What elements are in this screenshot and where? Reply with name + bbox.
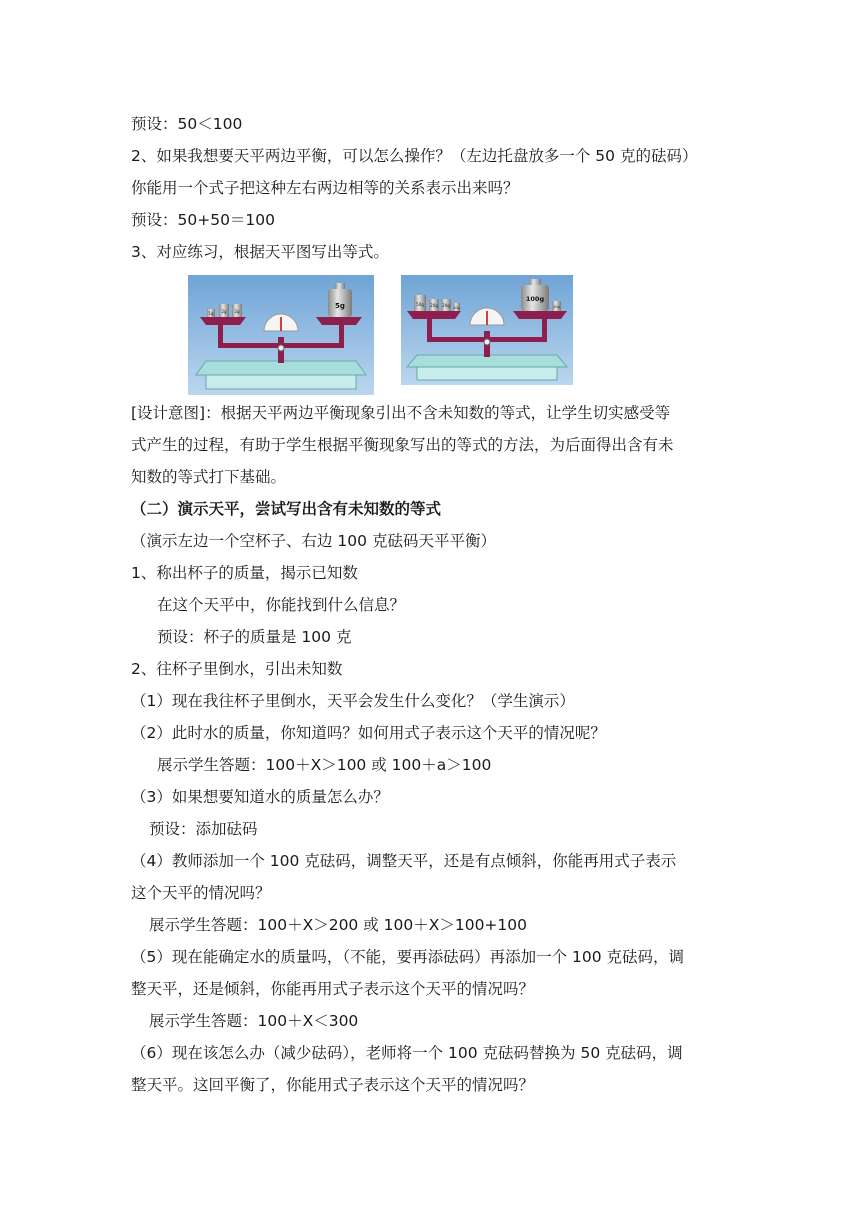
text-line: 预设：杯子的质量是 100 克 xyxy=(157,628,352,646)
text-line: （5）现在能确定水的质量吗，（不能，要再添砝码）再添加一个 100 克砝码，调 xyxy=(131,948,685,966)
weight-label: 10g xyxy=(453,306,460,310)
text-line: 展示学生答题：100＋X＞100 或 100＋a＞100 xyxy=(157,756,492,774)
text-line: 这个天平的情况吗？ xyxy=(131,884,271,902)
text-line: 3、对应练习，根据天平图写出等式。 xyxy=(131,243,389,261)
text-line: 1、称出杯子的质量，揭示已知数 xyxy=(131,564,358,582)
weight-label: 2g xyxy=(221,309,227,314)
text-line: 展示学生答题：100＋X＜300 xyxy=(149,1012,359,1030)
text-line: 整天平。这回平衡了，你能用式子表示这个天平的情况吗？ xyxy=(131,1076,535,1094)
text-line: 你能用一个式子把这种左右两边相等的关系表示出来吗？ xyxy=(131,179,519,197)
weight-label: 1g xyxy=(208,311,214,316)
text-line: 预设：50+50＝100 xyxy=(131,211,276,229)
weight-label: 100g xyxy=(525,295,545,303)
text-line: 知数的等式打下基础。 xyxy=(131,468,287,486)
text-line: 2、往杯子里倒水，引出未知数 xyxy=(131,660,343,678)
text-line: （3）如果想要知道水的质量怎么办？ xyxy=(131,788,389,806)
balance-scale-figure-1 xyxy=(188,275,374,395)
text-line: （演示左边一个空杯子、右边 100 克砝码天平平衡） xyxy=(131,532,496,550)
text-line: （4）教师添加一个 100 克砝码，调整天平，还是有点倾斜，你能再用式子表示 xyxy=(131,852,677,870)
section-heading: （二）演示天平，尝试写出含有未知数的等式 xyxy=(131,500,442,518)
text-line: 式产生的过程，有助于学生根据平衡现象写出的等式的方法，为后面得出含有未 xyxy=(131,436,674,454)
text-line: 在这个天平中，你能找到什么信息？ xyxy=(157,596,406,614)
balance-scale-figure-2 xyxy=(401,275,573,385)
weight-label: 20g xyxy=(553,305,560,309)
text-line: 2、如果我想要天平两边平衡，可以怎么操作？（左边托盘放多一个 50 克的砝码） xyxy=(131,147,698,165)
text-line: （1）现在我往杯子里倒水，天平会发生什么变化？（学生演示） xyxy=(131,692,575,710)
weight-label: 20g xyxy=(442,303,450,308)
weight-label: 2g xyxy=(234,309,240,314)
text-line: 整天平，还是倾斜，你能再用式子表示这个天平的情况吗？ xyxy=(131,980,535,998)
weight-label: 20g xyxy=(430,303,438,308)
weight-label: 5g xyxy=(335,302,345,310)
weight-label: 50g xyxy=(416,302,424,307)
text-line: 展示学生答题：100＋X＞200 或 100＋X＞100+100 xyxy=(149,916,528,934)
text-line: [设计意图]：根据天平两边平衡现象引出不含未知数的等式，让学生切实感受等 xyxy=(131,404,671,422)
text-line: 预设：添加砝码 xyxy=(149,820,258,838)
text-line: （6）现在该怎么办（减少砝码），老师将一个 100 克砝码替换为 50 克砝码，调 xyxy=(131,1044,683,1062)
text-line: （2）此时水的质量，你知道吗？如何用式子表示这个天平的情况呢？ xyxy=(131,724,606,742)
text-line: 预设：50＜100 xyxy=(131,115,243,133)
